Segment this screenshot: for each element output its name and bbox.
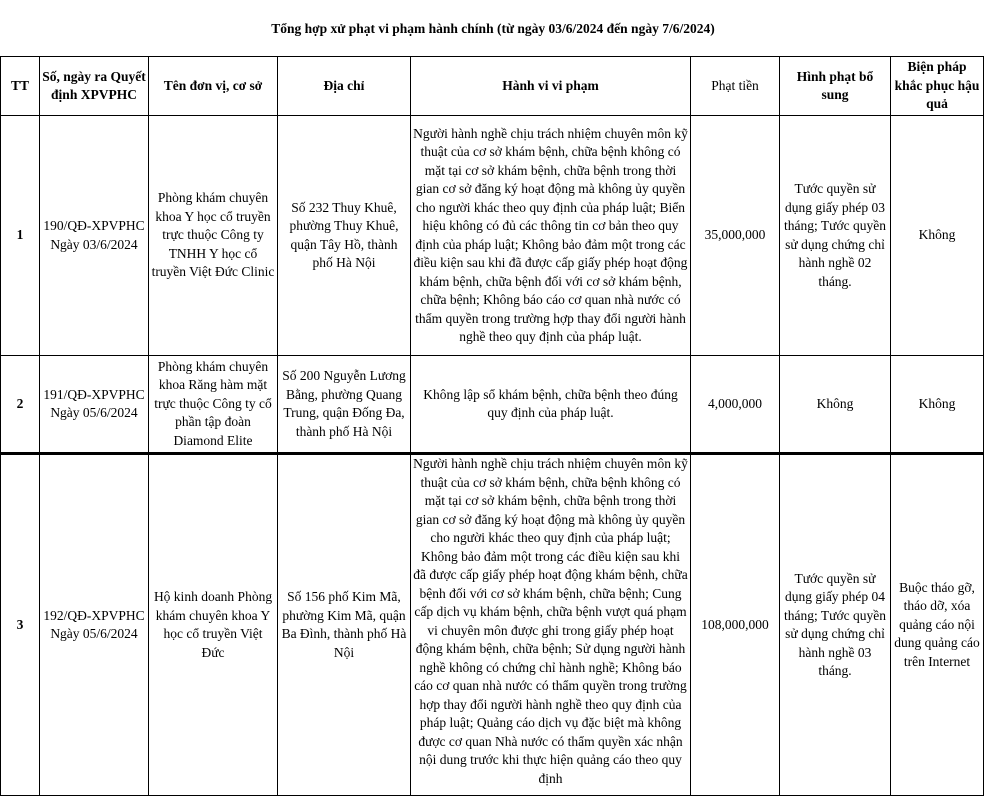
cell-address: Số 156 phố Kim Mã, phường Kim Mã, quận Ba Đình, thành phố Hà Nội (278, 454, 411, 796)
violations-table (0, 56, 984, 796)
header-address: Địa chỉ (278, 57, 411, 116)
header-tt: TT (1, 57, 40, 116)
cell-remedy: Không (891, 116, 984, 356)
cell-tt: 1 (1, 116, 40, 356)
header-violation: Hành vi vi phạm (411, 57, 691, 116)
cell-remedy: Không (891, 356, 984, 454)
cell-address: Số 232 Thuy Khuê, phường Thuy Khuê, quận Tây Hồ, thành phố Hà Nội (278, 116, 411, 356)
cell-decision: 192/QĐ-XPVPHC Ngày 05/6/2024 (40, 454, 149, 796)
cell-address: Số 200 Nguyễn Lương Bằng, phường Quang Trung, quận Đống Đa, thành phố Hà Nội (278, 356, 411, 454)
cell-violation: Người hành nghề chịu trách nhiệm chuyên môn kỹ thuật của cơ sở khám bệnh, chữa bệnh không có mặt tại cơ sở khám bệnh, chữa bệnh trong thời gian cơ sở đăng ký hoạt động mà không ủy quyền cho người khác theo quy định của pháp luật; Biển hiệu không có đủ các thông tin cơ bản theo quy định của pháp luật; Không bảo đảm một trong các điều kiện sau khi đã được cấp giấy phép hoạt động khám bệnh, chữa bệnh đối với cơ sở khám bệnh, chữa bệnh; Không báo cáo cơ quan nhà nước có thẩm quyền trong trường hợp thay đổi người hành nghề theo quy định của pháp luật. (411, 116, 691, 356)
cell-violation: Không lập sổ khám bệnh, chữa bệnh theo đúng quy định của pháp luật. (411, 356, 691, 454)
cell-remedy: Buộc tháo gỡ, tháo dỡ, xóa quảng cáo nội dung quảng cáo trên Internet (891, 454, 984, 796)
table-row (1, 116, 984, 356)
document-title: Tổng hợp xử phạt vi phạm hành chính (từ ngày 03/6/2024 đến ngày 7/6/2024) (271, 21, 715, 36)
cell-fine: 4,000,000 (691, 356, 780, 454)
cell-decision: 191/QĐ-XPVPHC Ngày 05/6/2024 (40, 356, 149, 454)
cell-extra: Tước quyền sử dụng giấy phép 04 tháng; Tước quyền sử dụng chứng chỉ hành nghề 03 tháng. (780, 454, 891, 796)
header-remedy: Biện pháp khắc phục hậu quả (891, 57, 984, 116)
cell-unit: Hộ kinh doanh Phòng khám chuyên khoa Y học cổ truyền Việt Đức (149, 454, 278, 796)
table-row (1, 356, 984, 454)
header-fine: Phạt tiền (691, 57, 780, 116)
cell-extra: Không (780, 356, 891, 454)
cell-unit: Phòng khám chuyên khoa Y học cổ truyền trực thuộc Công ty TNHH Y học cổ truyền Việt Đức Clinic (149, 116, 278, 356)
header-row (1, 57, 984, 116)
cell-unit: Phòng khám chuyên khoa Răng hàm mặt trực thuộc Công ty cổ phần tập đoàn Diamond Elite (149, 356, 278, 454)
cell-decision: 190/QĐ-XPVPHC Ngày 03/6/2024 (40, 116, 149, 356)
cell-violation (411, 454, 691, 796)
cell-tt: 3 (1, 454, 40, 796)
header-extra: Hình phạt bổ sung (780, 57, 891, 116)
header-unit: Tên đơn vị, cơ sở (149, 57, 278, 116)
table-row (1, 454, 984, 796)
cell-extra: Tước quyền sử dụng giấy phép 03 tháng; Tước quyền sử dụng chứng chỉ hành nghề 02 tháng. (780, 116, 891, 356)
cell-fine: 108,000,000 (691, 454, 780, 796)
cell-fine: 35,000,000 (691, 116, 780, 356)
cell-tt: 2 (1, 356, 40, 454)
header-decision: Số, ngày ra Quyết định XPVPHC (40, 57, 149, 116)
violation-text: Người hành nghề chịu trách nhiệm chuyên môn kỹ thuật của cơ sở khám bệnh, chữa bệnh không có mặt tại cơ sở khám bệnh, chữa bệnh trong thời gian cơ sở đăng ký hoạt động mà không ủy quyền cho người khác theo quy định của pháp luật; Không bảo đảm một trong các điều kiện sau khi đã được cấp giấy phép hoạt động khám bệnh, chữa bệnh đối với cơ sở khám bệnh, chữa bệnh; Cung cấp dịch vụ khám bệnh, chữa bệnh vượt quá phạm vi chuyên môn được ghi trong giấy phép hoạt động khám bệnh, chữa bệnh; Sử dụng người hành nghề không có chứng chỉ hành nghề; Không báo cáo cơ quan nhà nước có thẩm quyền trong trường hợp thay đổi người hành nghề theo quy định của pháp luật; Quảng cáo dịch vụ đặc biệt mà không được cơ quan Nhà nước có thẩm quyền xác nhận nội dung trước khi thực hiện quảng cáo theo quy định (413, 456, 688, 786)
